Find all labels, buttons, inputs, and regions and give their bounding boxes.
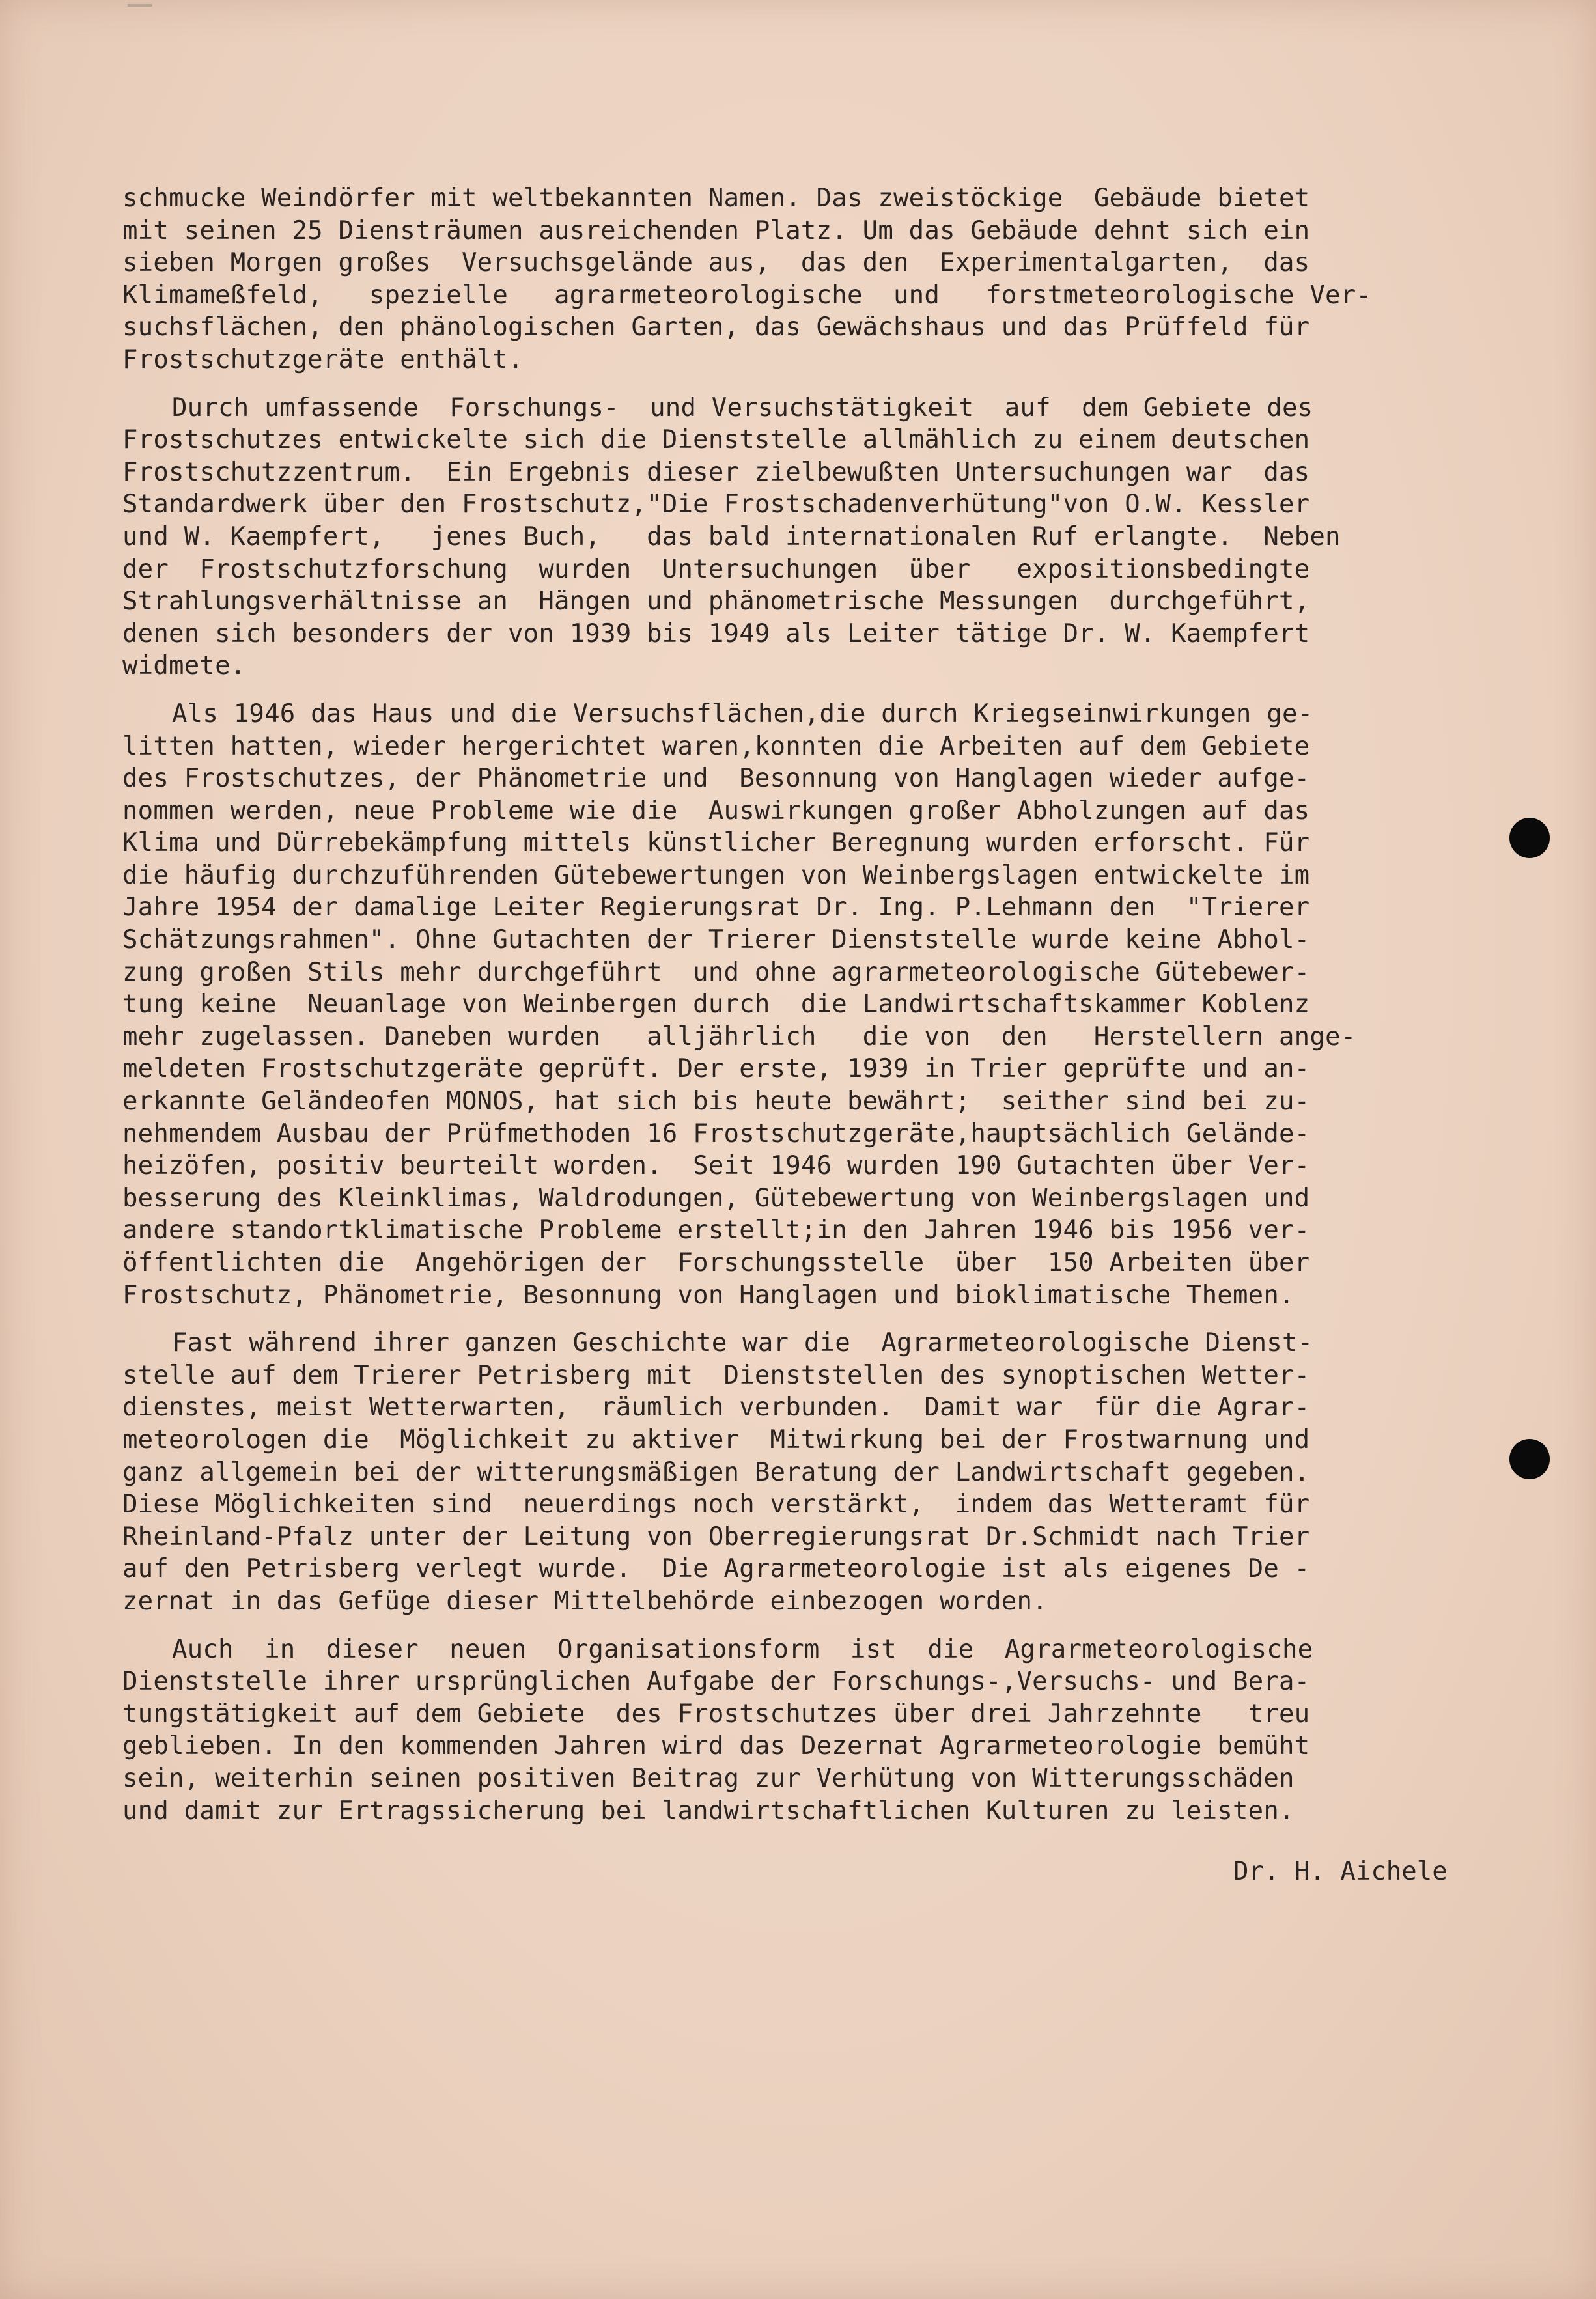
text-line: Als 1946 das Haus und die Versuchsflächen,die durch Kriegseinwirkungen ge- xyxy=(172,699,1313,729)
text-line: suchsflächen, den phänologischen Garten, das Gewächshaus und das Prüffeld für xyxy=(122,313,1310,342)
text-line: öffentlichten die Angehörigen der Forschungsstelle über 150 Arbeiten über xyxy=(122,1248,1310,1277)
text-line: Auch in dieser neuen Organisationsform ist die Agrarmeteorologische xyxy=(172,1634,1313,1664)
text-line: geblieben. In den kommenden Jahren wird das Dezernat Agrarmeteorologie bemüht xyxy=(122,1731,1310,1761)
text-line: dienstes, meist Wetterwarten, räumlich verbunden. Damit war für die Agrar- xyxy=(122,1393,1310,1423)
text-line: tung keine Neuanlage von Weinbergen durch die Landwirtschaftskammer Koblenz xyxy=(122,990,1310,1020)
text-line: Frostschutzzentrum. Ein Ergebnis dieser zielbewußten Untersuchungen war das xyxy=(122,457,1310,487)
text-line: tungstätigkeit auf dem Gebiete des Frostschutzes über drei Jahrzehnte treu xyxy=(122,1699,1310,1729)
text-line: mit seinen 25 Diensträumen ausreichenden Platz. Um das Gebäude dehnt sich ein xyxy=(122,216,1310,245)
text-line: widmete. xyxy=(122,651,246,681)
text-line: Frostschutz, Phänometrie, Besonnung von Hanglagen und bioklimatische Themen. xyxy=(122,1280,1295,1310)
text-line: schmucke Weindörfer mit weltbekannten Namen. Das zweistöckige Gebäude bietet xyxy=(122,184,1310,213)
text-line: auf den Petrisberg verlegt wurde. Die Agrarmeteorologie ist als eigenes De - xyxy=(122,1554,1310,1584)
text-line: nehmendem Ausbau der Prüfmethoden 16 Frostschutzgeräte,hauptsächlich Gelände- xyxy=(122,1119,1310,1149)
text-line: mehr zugelassen. Daneben wurden alljährlich die von den Herstellern ange- xyxy=(122,1022,1356,1052)
text-line: des Frostschutzes, der Phänometrie und Besonnung von Hanglagen wieder aufge- xyxy=(122,764,1310,794)
text-line: sieben Morgen großes Versuchsgelände aus, das den Experimentalgarten, das xyxy=(122,248,1310,278)
text-line: zernat in das Gefüge dieser Mittelbehörde einbezogen worden. xyxy=(122,1586,1048,1616)
text-line: Diese Möglichkeiten sind neuerdings noch verstärkt, indem das Wetteramt für xyxy=(122,1490,1310,1520)
text-line: Jahre 1954 der damalige Leiter Regierungsrat Dr. Ing. P.Lehmann den "Trierer xyxy=(122,893,1310,923)
text-line: stelle auf dem Trierer Petrisberg mit Dienststellen des synoptischen Wetter- xyxy=(122,1360,1310,1390)
punch-hole xyxy=(1509,818,1550,858)
text-line: Strahlungsverhältnisse an Hängen und phänometrische Messungen durchgeführt, xyxy=(122,587,1310,617)
text-line: litten hatten, wieder hergerichtet waren,konnten die Arbeiten auf dem Gebiete xyxy=(122,731,1310,761)
punch-hole xyxy=(1509,1439,1550,1479)
text-line: Schätzungsrahmen". Ohne Gutachten der Trierer Dienststelle wurde keine Abhol- xyxy=(122,925,1310,955)
paragraph-2 xyxy=(122,392,1490,682)
text-line: die häufig durchzuführenden Gütebewertungen von Weinbergslagen entwickelte im xyxy=(122,860,1310,890)
text-line: meteorologen die Möglichkeit zu aktiver Mitwirkung bei der Frostwarnung und xyxy=(122,1425,1310,1455)
text-line: besserung des Kleinklimas, Waldrodungen, Gütebewertung von Weinbergslagen und xyxy=(122,1183,1310,1213)
text-line: und W. Kaempfert, jenes Buch, das bald internationalen Ruf erlangte. Neben xyxy=(122,522,1341,551)
text-line: heizöfen, positiv beurteilt worden. Seit 1946 wurden 190 Gutachten über Ver- xyxy=(122,1151,1310,1181)
text-line: denen sich besonders der von 1939 bis 1949 als Leiter tätige Dr. W. Kaempfert xyxy=(122,619,1310,648)
text-line: Fast während ihrer ganzen Geschichte war die Agrarmeteorologische Dienst- xyxy=(172,1328,1313,1358)
paragraph-1 xyxy=(122,182,1490,376)
text-line: andere standortklimatische Probleme erstellt;in den Jahren 1946 bis 1956 ver- xyxy=(122,1216,1310,1246)
text-line: ganz allgemein bei der witterungsmäßigen Beratung der Landwirtschaft gegeben. xyxy=(122,1457,1310,1487)
text-line: Dienststelle ihrer ursprünglichen Aufgabe der Forschungs-,Versuchs- und Bera- xyxy=(122,1667,1310,1697)
text-line: Frostschutzes entwickelte sich die Dienststelle allmählich zu einem deutschen xyxy=(122,425,1310,455)
text-line: meldeten Frostschutzgeräte geprüft. Der erste, 1939 in Trier geprüfte und an- xyxy=(122,1054,1310,1084)
text-line: sein, weiterhin seinen positiven Beitrag zur Verhütung von Witterungsschäden xyxy=(122,1763,1295,1793)
text-line: der Frostschutzforschung wurden Untersuchungen über expositionsbedingte xyxy=(122,554,1310,584)
signature: Dr. H. Aichele xyxy=(1233,1857,1448,1886)
text-line: Standardwerk über den Frostschutz,"Die Frostschadenverhütung"von O.W. Kessler xyxy=(122,490,1310,520)
text-line: erkannte Geländeofen MONOS, hat sich bis heute bewährt; seither sind bei zu- xyxy=(122,1087,1310,1117)
text-line: Klimameßfeld, spezielle agrarmeteorologische und forstmeteorologische Ver- xyxy=(122,280,1372,310)
text-line: und damit zur Ertragssicherung bei landwirtschaftlichen Kulturen zu leisten. xyxy=(122,1796,1295,1826)
paragraph-4 xyxy=(122,1327,1490,1617)
text-line: Frostschutzgeräte enthält. xyxy=(122,344,524,374)
text-line: Rheinland-Pfalz unter der Leitung von Oberregierungsrat Dr.Schmidt nach Trier xyxy=(122,1522,1310,1552)
paper-mark xyxy=(128,4,152,7)
text-line: nommen werden, neue Probleme wie die Auswirkungen großer Abholzungen auf das xyxy=(122,796,1310,826)
document-body xyxy=(122,182,1490,1843)
text-line: Klima und Dürrebekämpfung mittels künstlicher Beregnung wurden erforscht. Für xyxy=(122,828,1310,858)
paragraph-5 xyxy=(122,1634,1490,1828)
paragraph-3 xyxy=(122,698,1490,1311)
text-line: zung großen Stils mehr durchgeführt und ohne agrarmeteorologische Gütebewer- xyxy=(122,957,1310,987)
text-line: Durch umfassende Forschungs- und Versuchstätigkeit auf dem Gebiete des xyxy=(172,393,1313,423)
